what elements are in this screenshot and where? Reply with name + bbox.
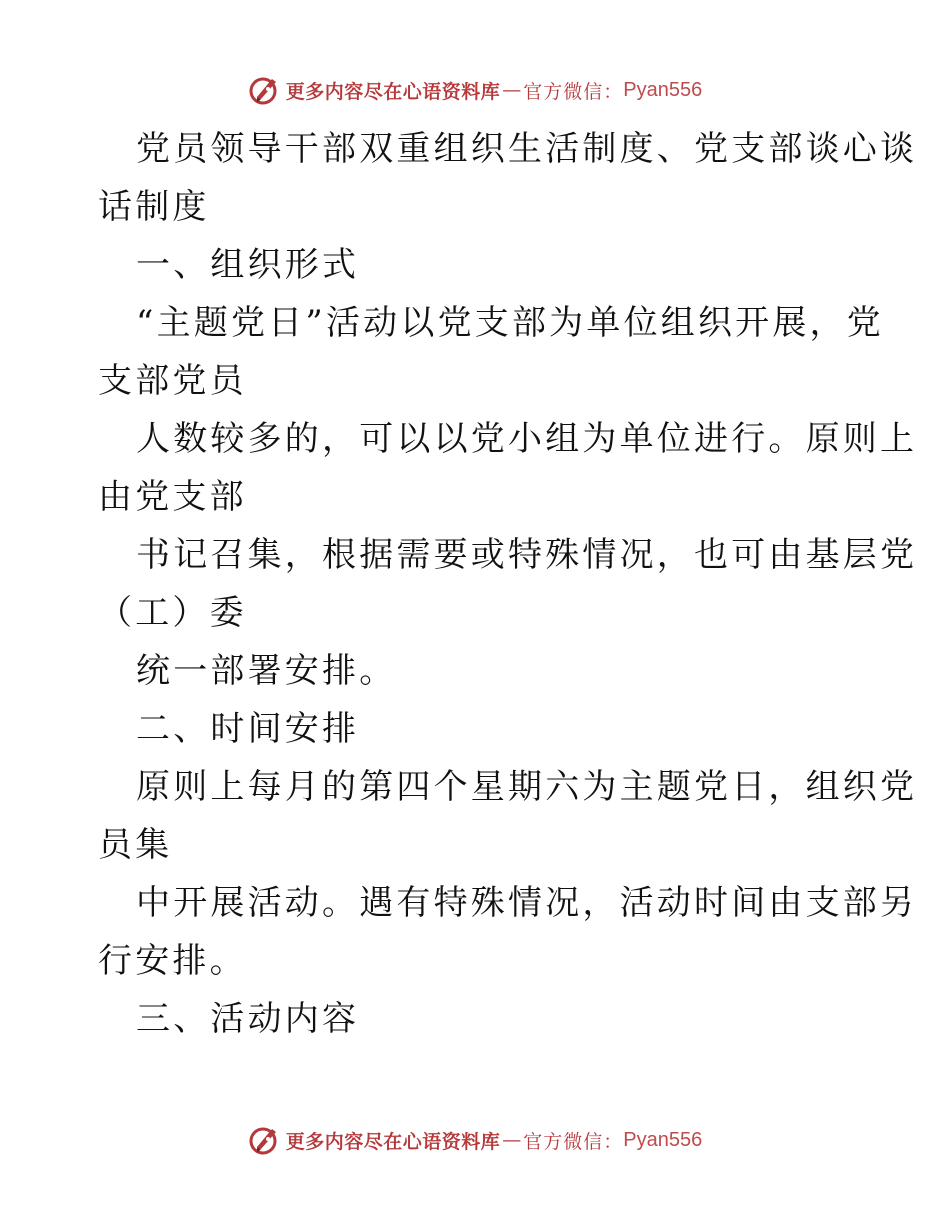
quill-pen-logo-icon (248, 73, 282, 107)
body-line: 员集 (98, 825, 173, 865)
footer-wechat-label: 官方微信： (523, 1130, 624, 1153)
body-line: 行安排。 (98, 941, 247, 981)
body-line: （工）委 (98, 593, 247, 633)
footer-banner (0, 1120, 950, 1160)
body-line: 由党支部 (98, 477, 247, 517)
footer-dash: — (502, 1129, 522, 1151)
body-line: 书记召集，根据需要或特殊情况，也可由基层党 (136, 535, 918, 575)
body-line: 话制度 (98, 187, 210, 227)
body-line: “主题党日”活动以党支部为单位组织开展，党 (136, 303, 884, 343)
header-brand-text: 更多内容尽在心语资料库 (285, 80, 501, 103)
header-wechat-id: Pyan556 (623, 78, 703, 101)
section-heading: 三、活动内容 (136, 999, 360, 1039)
header-dash: — (502, 79, 522, 101)
body-line: 原则上每月的第四个星期六为主题党日，组织党 (136, 767, 918, 807)
body-line: 中开展活动。遇有特殊情况，活动时间由支部另 (136, 883, 918, 923)
section-heading: 一、组织形式 (136, 245, 360, 285)
footer-wechat-id: Pyan556 (623, 1128, 703, 1151)
section-heading: 二、时间安排 (136, 709, 360, 749)
quill-pen-logo-icon (248, 1123, 282, 1157)
header-banner (0, 70, 950, 110)
body-line: 党员领导干部双重组织生活制度、党支部谈心谈 (136, 129, 918, 169)
footer-brand-text: 更多内容尽在心语资料库 (285, 1130, 501, 1153)
body-line: 支部党员 (98, 361, 247, 401)
body-line: 统一部署安排。 (136, 651, 397, 691)
body-line: 人数较多的，可以以党小组为单位进行。原则上 (136, 419, 918, 459)
document-body (98, 120, 918, 1048)
header-wechat-label: 官方微信： (523, 80, 624, 103)
